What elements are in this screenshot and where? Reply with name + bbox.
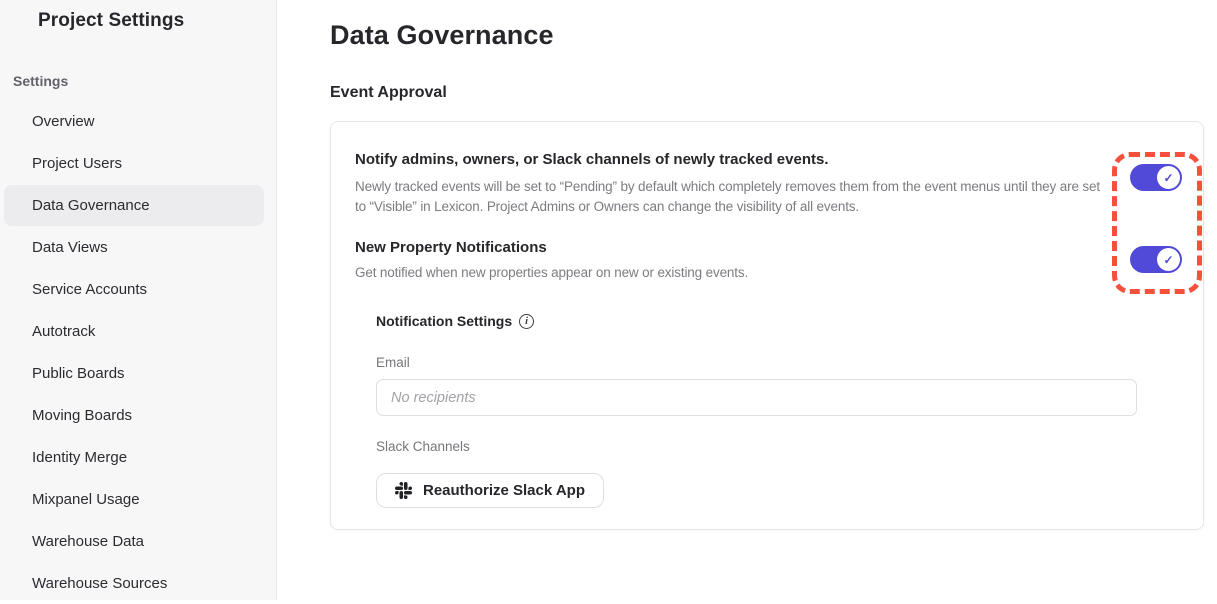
- property-notifications-description: Get notified when new properties appear on new or existing events.: [355, 265, 749, 280]
- email-label: Email: [376, 355, 410, 370]
- sidebar-item-moving-boards[interactable]: Moving Boards: [32, 407, 133, 424]
- notification-settings-group: [376, 313, 1113, 508]
- card-text-column: [355, 151, 1113, 508]
- event-approval-heading: Event Approval: [330, 84, 447, 101]
- sidebar-item-identity-merge[interactable]: Identity Merge: [32, 449, 128, 466]
- sidebar-item-service-accounts[interactable]: Service Accounts: [32, 281, 148, 298]
- main-content: [277, 0, 1217, 600]
- sidebar-title: Project Settings: [38, 10, 185, 31]
- sidebar-item-project-users[interactable]: Project Users: [32, 155, 123, 172]
- event-approval-card: [330, 121, 1204, 530]
- sidebar-section-label: Settings: [13, 73, 69, 89]
- notify-setting-title: Notify admins, owners, or Slack channels of newly tracked events.: [355, 151, 829, 168]
- reauthorize-slack-button-label: Reauthorize Slack App: [423, 482, 585, 499]
- sidebar-item-data-governance[interactable]: Data Governance: [4, 185, 264, 226]
- email-recipients-input[interactable]: [376, 379, 1137, 416]
- info-icon[interactable]: [519, 314, 534, 329]
- sidebar-item-warehouse-sources[interactable]: Warehouse Sources: [32, 575, 168, 592]
- reauthorize-slack-button[interactable]: [376, 473, 604, 508]
- sidebar-item-autotrack[interactable]: Autotrack: [32, 323, 96, 340]
- property-notifications-toggle[interactable]: [1130, 246, 1182, 273]
- sidebar-nav: [0, 101, 276, 604]
- notify-setting-description: Newly tracked events will be set to “Pending” by default which completely removes them from the event menus until they are set to “Visible” in Lexicon. Project Admins or Owners can change the visibility of all events.: [355, 179, 1100, 214]
- sidebar-item-data-views[interactable]: Data Views: [32, 239, 108, 256]
- property-notifications-title: New Property Notifications: [355, 239, 547, 256]
- slack-channels-label: Slack Channels: [376, 439, 470, 454]
- notification-settings-heading: [376, 313, 1113, 330]
- page-title: Data Governance: [330, 20, 554, 50]
- check-icon: [1157, 248, 1180, 271]
- sidebar-item-overview[interactable]: Overview: [32, 113, 95, 130]
- notification-settings-label: Notification Settings: [376, 313, 513, 329]
- sidebar-item-warehouse-data[interactable]: Warehouse Data: [32, 533, 145, 550]
- notify-events-toggle[interactable]: [1130, 164, 1182, 191]
- sidebar-item-public-boards[interactable]: Public Boards: [32, 365, 125, 382]
- check-icon: [1157, 166, 1180, 189]
- sidebar: [0, 0, 277, 600]
- sidebar-item-mixpanel-usage[interactable]: Mixpanel Usage: [32, 491, 140, 508]
- slack-icon: [395, 482, 412, 499]
